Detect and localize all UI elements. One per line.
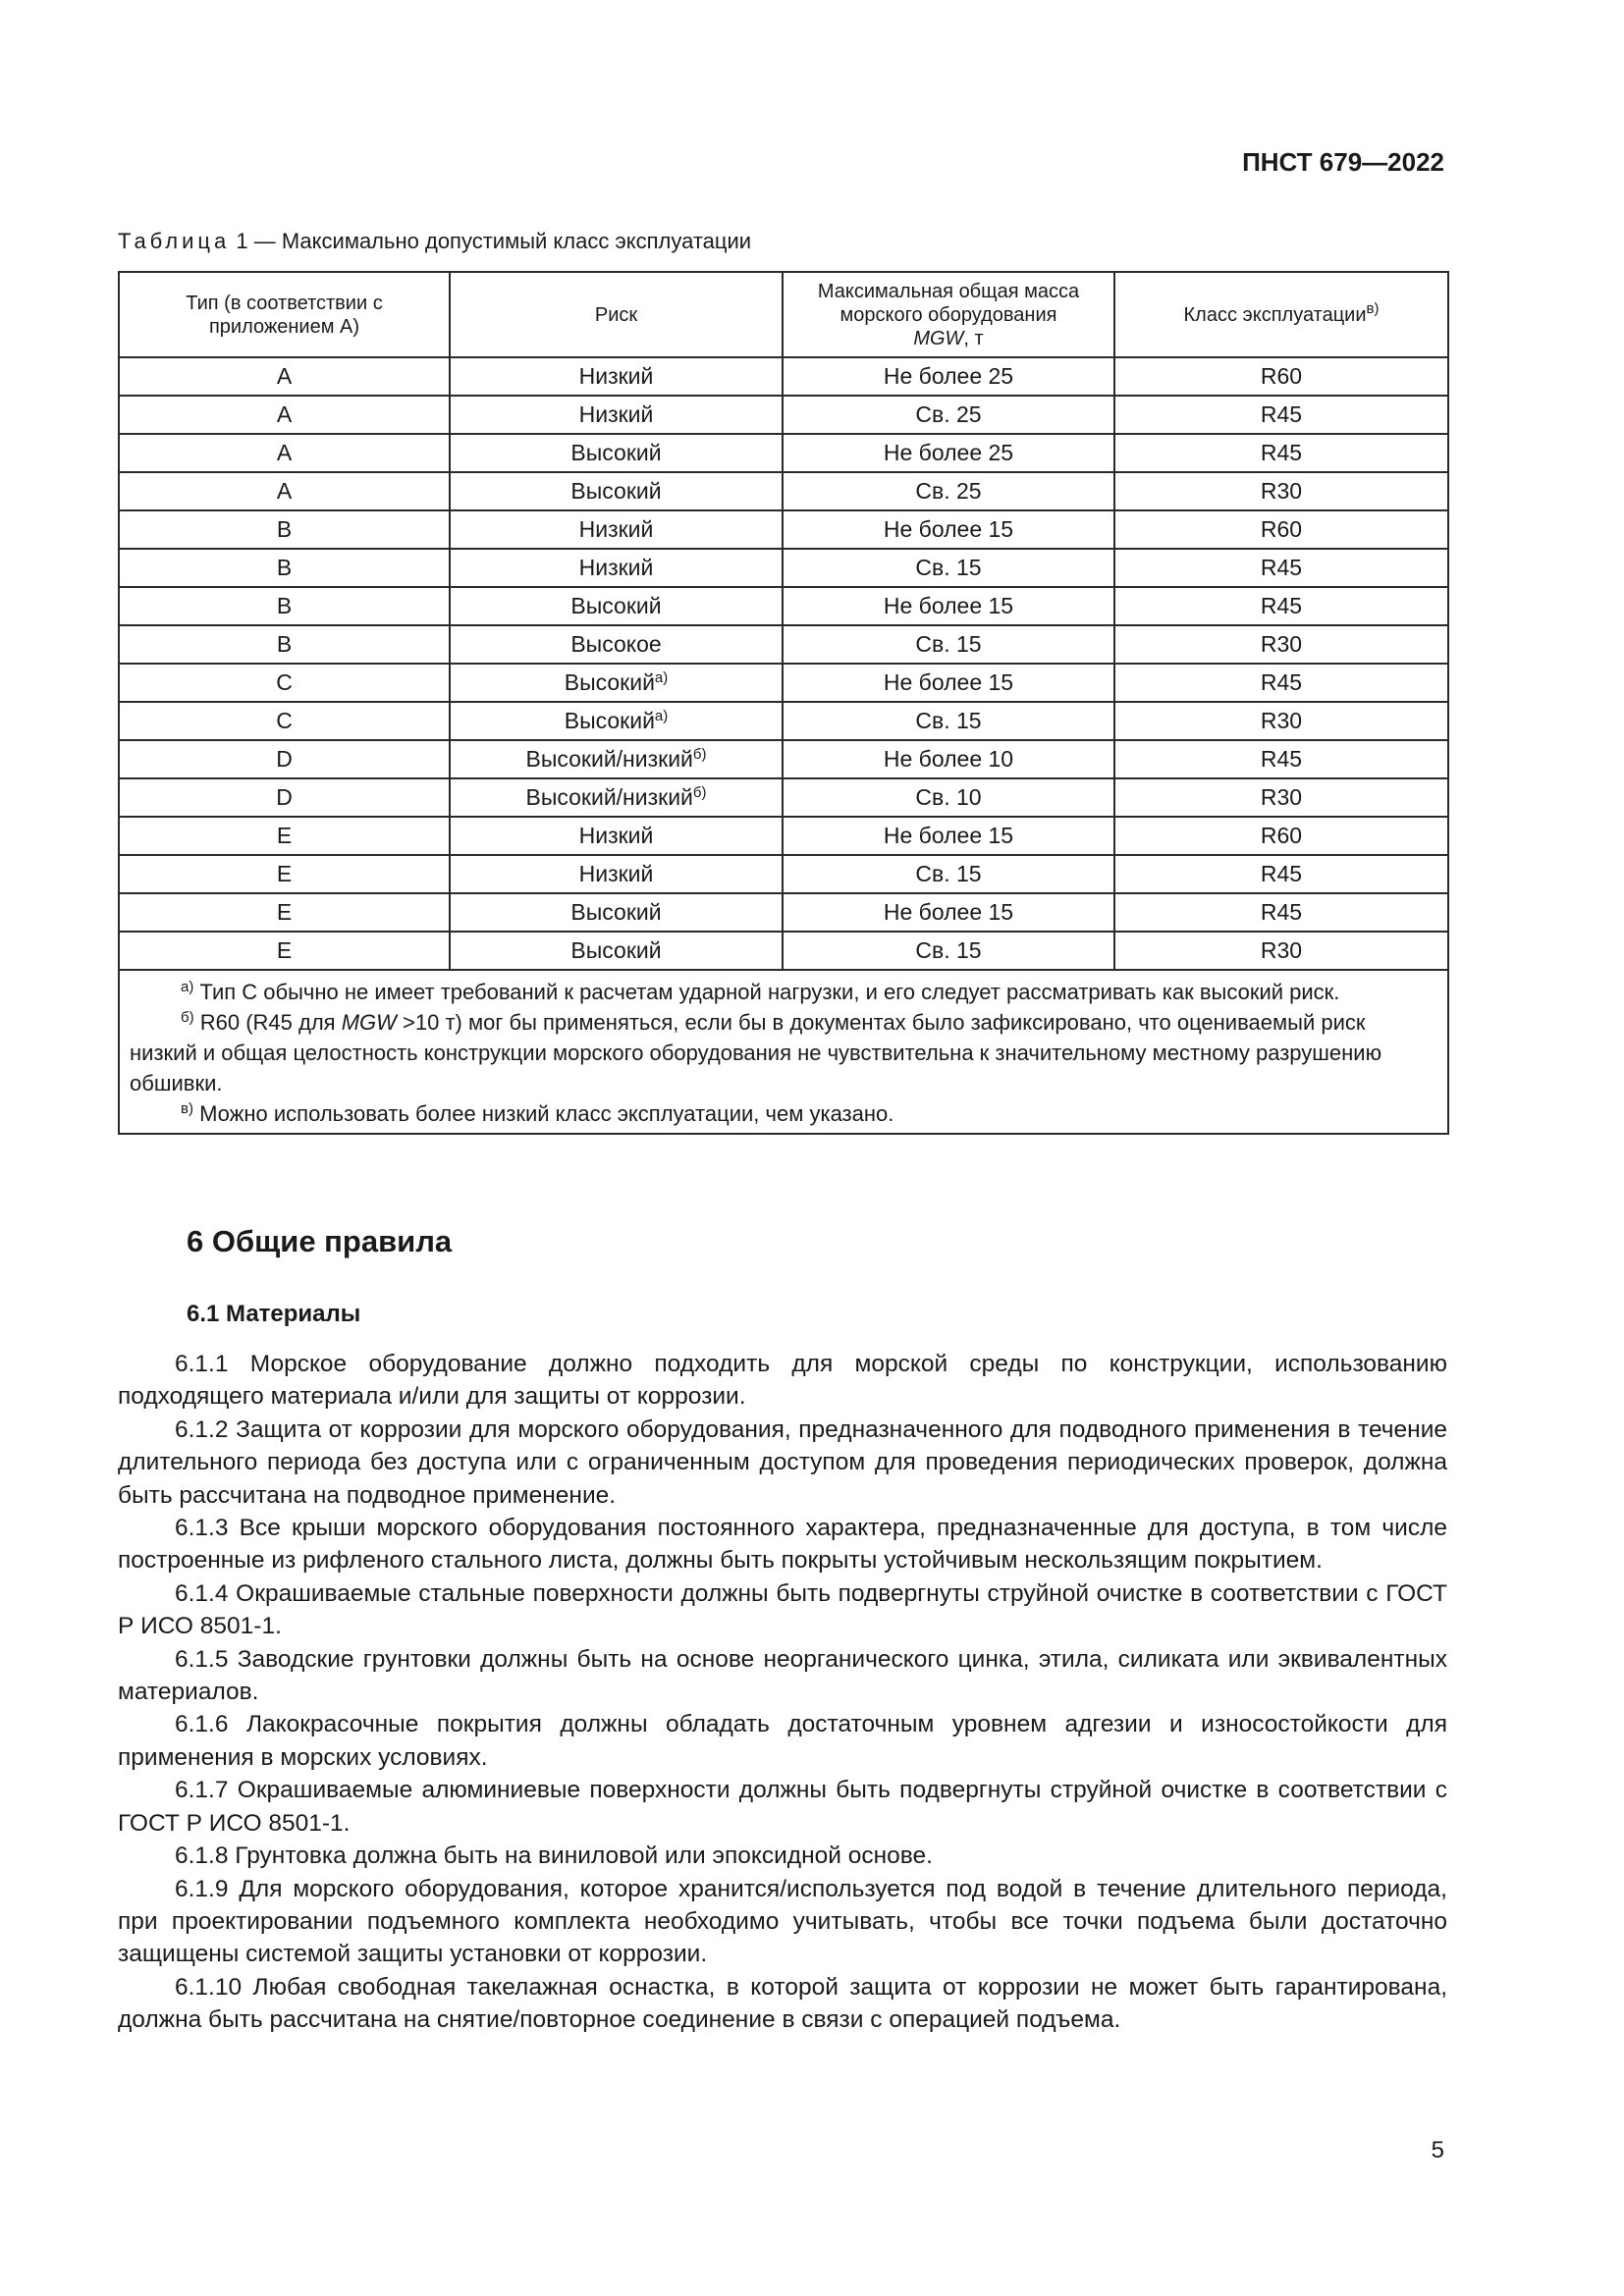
cell-type: E	[119, 817, 450, 855]
table-row	[119, 817, 1448, 855]
cell-mass: Не более 15	[783, 664, 1114, 702]
cell-risk-text: Низкий	[578, 823, 654, 848]
column-header-mass-unit: , т	[963, 327, 984, 349]
table-notes-row	[119, 970, 1448, 1134]
cell-risk-footnote: а)	[654, 669, 669, 686]
column-header-type: Тип (в соответствии с приложением А)	[119, 272, 450, 357]
table-row	[119, 396, 1448, 434]
cell-type: C	[119, 664, 450, 702]
cell-class: R30	[1114, 702, 1448, 740]
cell-risk-text: Высокий	[570, 593, 662, 618]
note-a	[130, 977, 1437, 1007]
cell-class: R45	[1114, 549, 1448, 587]
cell-mass: Св. 10	[783, 778, 1114, 817]
cell-mass: Св. 15	[783, 625, 1114, 664]
paragraph: 6.1.7 Окрашиваемые алюминиевые поверхности должны быть подвергнуты струйной очистке в соответствии с ГОСТ Р ИСО 8501-1.	[118, 1777, 1447, 1837]
cell-type: C	[119, 702, 450, 740]
cell-mass: Не более 15	[783, 587, 1114, 625]
cell-class: R30	[1114, 778, 1448, 817]
table-row	[119, 357, 1448, 396]
note-b-italic: MGW	[341, 1010, 397, 1035]
cell-class: R30	[1114, 625, 1448, 664]
cell-risk	[450, 434, 783, 472]
cell-risk-text: Высокое	[570, 631, 662, 657]
note-b-text-2: >10 т) мог бы применяться, если бы в документах было зафиксировано, что оцениваемый риск низкий и общая целостность конструкции морского оборудования не чувствительна к значительному местному разрушению обшивки.	[130, 1010, 1382, 1095]
cell-type: B	[119, 587, 450, 625]
cell-type: A	[119, 396, 450, 434]
paragraph: 6.1.6 Лакокрасочные покрытия должны обладать достаточным уровнем адгезии и износостойкости для применения в морских условиях.	[118, 1711, 1447, 1771]
cell-risk	[450, 740, 783, 778]
cell-class: R45	[1114, 587, 1448, 625]
cell-type: B	[119, 549, 450, 587]
paragraph: 6.1.5 Заводские грунтовки должны быть на основе неорганического цинка, этила, силиката или эквивалентных материалов.	[118, 1645, 1447, 1706]
table-row	[119, 510, 1448, 549]
table-caption-text: 1 — Максимально допустимый класс эксплуатации	[236, 229, 752, 253]
table-row	[119, 778, 1448, 817]
note-b-text-1: R60 (R45 для	[199, 1010, 336, 1035]
cell-mass: Св. 25	[783, 472, 1114, 510]
paragraph: 6.1.3 Все крыши морского оборудования постоянного характера, предназначенные для доступа, в том числе построенные из рифленого стального листа, должны быть покрыты устойчивым нескользящим покрытием.	[118, 1515, 1447, 1575]
cell-risk	[450, 549, 783, 587]
cell-risk	[450, 587, 783, 625]
page-number: 5	[1431, 2137, 1444, 2163]
cell-type: E	[119, 855, 450, 893]
cell-risk	[450, 472, 783, 510]
cell-risk	[450, 625, 783, 664]
cell-risk-text: Высокий/низкий	[525, 784, 693, 810]
cell-class: R45	[1114, 664, 1448, 702]
column-header-risk: Риск	[450, 272, 783, 357]
cell-type: A	[119, 472, 450, 510]
cell-mass: Св. 15	[783, 855, 1114, 893]
cell-risk-text: Низкий	[578, 401, 654, 427]
service-class-table	[118, 271, 1449, 1135]
table-row	[119, 625, 1448, 664]
paragraph: 6.1.2 Защита от коррозии для морского оборудования, предназначенного для подводного применения в течение длительного периода без доступа или с ограниченным доступом для проведения периодических проверок, должна быть рассчитана на подводное применение.	[118, 1415, 1447, 1509]
section-body	[118, 1348, 1447, 2037]
note-c-text: Можно использовать более низкий класс эксплуатации, чем указано.	[199, 1101, 894, 1126]
table-row	[119, 702, 1448, 740]
cell-risk	[450, 664, 783, 702]
note-a-mark: а)	[181, 979, 194, 995]
cell-risk	[450, 778, 783, 817]
cell-risk	[450, 396, 783, 434]
cell-risk-footnote: б)	[692, 746, 707, 763]
cell-risk	[450, 855, 783, 893]
cell-risk-footnote: а)	[654, 708, 669, 724]
cell-risk-text: Низкий	[578, 861, 654, 886]
table-row	[119, 893, 1448, 932]
cell-risk	[450, 702, 783, 740]
table-row	[119, 932, 1448, 970]
paragraph: 6.1.1 Морское оборудование должно подходить для морской среды по конструкции, использованию подходящего материала и/или для защиты от коррозии.	[118, 1351, 1447, 1411]
cell-risk-text: Высокий	[570, 937, 662, 963]
section-title: 6 Общие правила	[187, 1224, 453, 1258]
cell-class: R30	[1114, 932, 1448, 970]
cell-type: B	[119, 625, 450, 664]
cell-risk-text: Высокий	[564, 669, 655, 695]
cell-risk	[450, 893, 783, 932]
table-row	[119, 472, 1448, 510]
cell-class: R60	[1114, 817, 1448, 855]
cell-mass: Не более 25	[783, 434, 1114, 472]
cell-risk-footnote: б)	[692, 784, 707, 801]
cell-risk-text: Высокий	[564, 708, 655, 733]
cell-risk	[450, 932, 783, 970]
cell-mass: Не более 15	[783, 510, 1114, 549]
column-header-mass-unit-italic: MGW	[913, 327, 964, 349]
cell-risk-text: Высокий	[570, 440, 662, 465]
cell-type: D	[119, 778, 450, 817]
cell-mass: Не более 25	[783, 357, 1114, 396]
cell-class: R45	[1114, 434, 1448, 472]
table-row	[119, 740, 1448, 778]
cell-risk-text: Низкий	[578, 363, 654, 389]
column-header-mass-text: Максимальная общая масса морского оборудования	[817, 280, 1080, 326]
table-caption-prefix: Таблица	[118, 229, 231, 253]
table-row	[119, 855, 1448, 893]
paragraph: 6.1.10 Любая свободная такелажная оснастка, в которой защита от коррозии не может быть гарантирована, должна быть рассчитана на снятие/повторное соединение в связи с операцией подъема.	[118, 1973, 1447, 2034]
cell-class: R45	[1114, 855, 1448, 893]
note-b-mark: б)	[181, 1009, 194, 1026]
cell-class: R30	[1114, 472, 1448, 510]
cell-mass: Св. 15	[783, 932, 1114, 970]
column-header-mass	[783, 272, 1114, 357]
cell-class: R45	[1114, 396, 1448, 434]
cell-risk	[450, 357, 783, 396]
cell-risk-text: Низкий	[578, 555, 654, 580]
table-row	[119, 549, 1448, 587]
column-header-class-text: Класс эксплуатации	[1183, 303, 1367, 326]
cell-type: A	[119, 357, 450, 396]
cell-mass: Не более 10	[783, 740, 1114, 778]
cell-risk	[450, 510, 783, 549]
cell-mass: Св. 15	[783, 549, 1114, 587]
cell-mass: Св. 25	[783, 396, 1114, 434]
note-c	[130, 1098, 1437, 1129]
cell-class: R45	[1114, 740, 1448, 778]
cell-type: D	[119, 740, 450, 778]
cell-type: B	[119, 510, 450, 549]
cell-class: R45	[1114, 893, 1448, 932]
cell-mass: Св. 15	[783, 702, 1114, 740]
cell-risk-text: Низкий	[578, 516, 654, 542]
note-a-text: Тип С обычно не имеет требований к расчетам ударной нагрузки, и его следует рассматривать как высокий риск.	[199, 980, 1340, 1004]
column-header-class	[1114, 272, 1448, 357]
paragraph: 6.1.9 Для морского оборудования, которое хранится/используется под водой в течение длительного периода, при проектировании подъемного комплекта необходимо учитывать, чтобы все точки подъема были достаточно защищены системой защиты установки от коррозии.	[118, 1875, 1447, 1968]
page-header: ПНСТ 679—2022	[1242, 147, 1444, 177]
table-row	[119, 664, 1448, 702]
cell-class: R60	[1114, 510, 1448, 549]
cell-class: R60	[1114, 357, 1448, 396]
table-caption	[118, 229, 751, 254]
table-header-row	[119, 272, 1448, 357]
cell-type: E	[119, 932, 450, 970]
cell-risk	[450, 817, 783, 855]
cell-risk-text: Высокий	[570, 899, 662, 925]
table-notes	[119, 970, 1448, 1134]
cell-mass: Не более 15	[783, 817, 1114, 855]
table-row	[119, 434, 1448, 472]
paragraph: 6.1.4 Окрашиваемые стальные поверхности должны быть подвергнуты струйной очистке в соответствии с ГОСТ Р ИСО 8501-1.	[118, 1579, 1447, 1640]
note-c-mark: в)	[181, 1100, 193, 1117]
column-header-class-footnote: в)	[1366, 299, 1380, 317]
table-row	[119, 587, 1448, 625]
subsection-title: 6.1 Материалы	[187, 1301, 361, 1327]
cell-risk-text: Высокий/низкий	[525, 746, 693, 772]
cell-type: A	[119, 434, 450, 472]
note-b	[130, 1007, 1437, 1098]
paragraph: 6.1.8 Грунтовка должна быть на виниловой или эпоксидной основе.	[175, 1842, 933, 1870]
cell-type: E	[119, 893, 450, 932]
cell-mass: Не более 15	[783, 893, 1114, 932]
cell-risk-text: Высокий	[570, 478, 662, 504]
